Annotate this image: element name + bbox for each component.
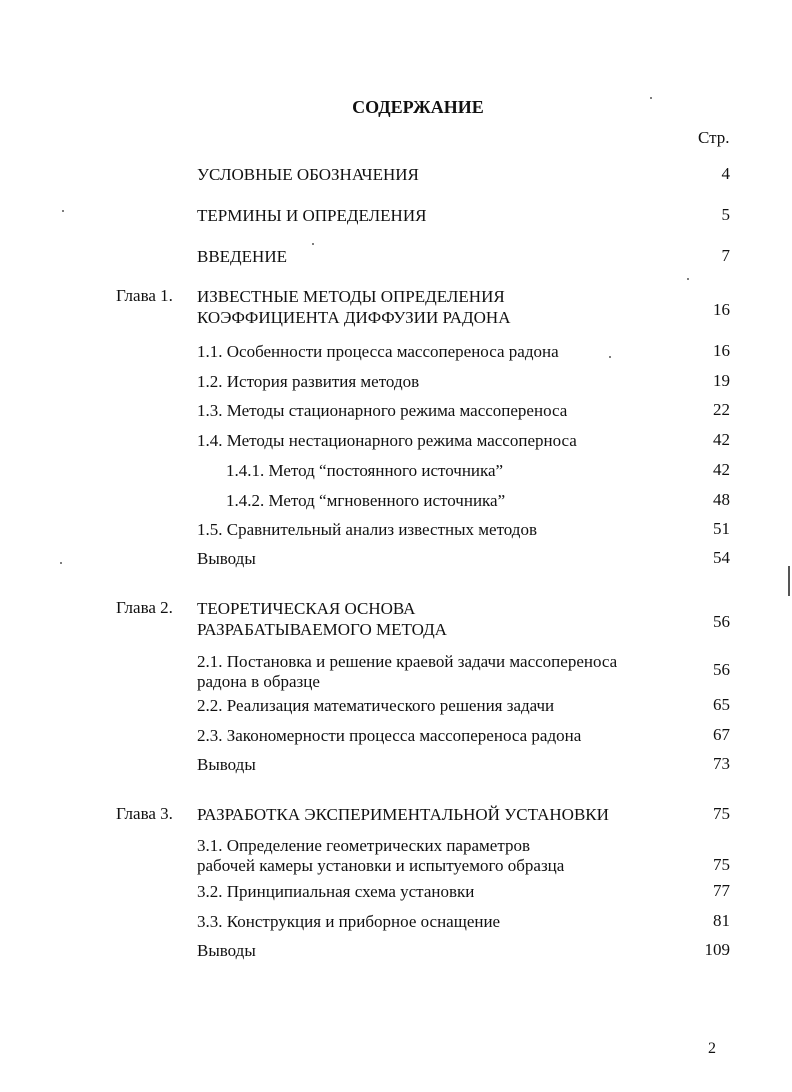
toc-page: 56 [713, 612, 730, 631]
chapter-label: Глава 3. [116, 804, 173, 823]
chapter-title-line: РАЗРАБОТКА ЭКСПЕРИМЕНТАЛЬНОЙ УСТАНОВКИ [197, 805, 609, 824]
chapter-label: Глава 1. [116, 286, 173, 305]
toc-section: 1.1. Особенности процесса массопереноса радона [197, 342, 559, 361]
toc-section: 1.4. Методы нестационарного режима массоперноса [197, 431, 577, 450]
page-number: 2 [708, 1040, 716, 1057]
toc-section: 2.2. Реализация математического решения задачи [197, 696, 555, 715]
toc-page: 81 [713, 911, 730, 930]
toc-page: 75 [713, 804, 730, 823]
toc-page: 56 [713, 660, 730, 679]
toc-subsection: 1.4.2. Метод “мгновенного источника” [226, 491, 506, 510]
toc-page: 19 [713, 371, 730, 390]
scan-speck [687, 278, 689, 280]
page-title: СОДЕРЖАНИЕ [352, 97, 484, 117]
toc-page: 5 [721, 205, 730, 224]
toc-page: 67 [713, 725, 730, 744]
chapter-title-line: РАЗРАБАТЫВАЕМОГО МЕТОДА [197, 620, 447, 639]
toc-page: 16 [713, 341, 730, 360]
scan-speck [312, 243, 314, 245]
toc-section: 1.5. Сравнительный анализ известных методов [197, 520, 537, 539]
toc-page: 65 [713, 695, 730, 714]
toc-section: Выводы [197, 549, 256, 568]
chapter-title-line: ТЕОРЕТИЧЕСКАЯ ОСНОВА [197, 599, 416, 618]
toc-page: 48 [713, 490, 730, 509]
toc-page: 4 [721, 164, 730, 183]
scan-speck [650, 97, 652, 99]
toc-section-line: 2.1. Постановка и решение краевой задачи массопереноса [197, 652, 618, 671]
toc-section: 2.3. Закономерности процесса массопереноса радона [197, 726, 582, 745]
toc-section: 3.3. Конструкция и приборное оснащение [197, 912, 501, 931]
toc-section: 1.2. История развития методов [197, 372, 420, 391]
toc-entry-notation: УСЛОВНЫЕ ОБОЗНАЧЕНИЯ [197, 165, 419, 184]
toc-section-line: радона в образце [197, 672, 320, 691]
toc-page: 73 [713, 754, 730, 773]
chapter-title-line: КОЭФФИЦИЕНТА ДИФФУЗИИ РАДОНА [197, 308, 511, 327]
chapter-title-line: ИЗВЕСТНЫЕ МЕТОДЫ ОПРЕДЕЛЕНИЯ [197, 287, 505, 306]
toc-page: 109 [704, 940, 730, 959]
toc-page: 75 [713, 855, 730, 874]
chapter-label: Глава 2. [116, 598, 173, 617]
toc-page: 7 [721, 246, 730, 265]
toc-section: Выводы [197, 755, 256, 774]
scan-speck [609, 356, 611, 358]
toc-section: 1.3. Методы стационарного режима массопереноса [197, 401, 568, 420]
toc-section-line: 3.1. Определение геометрических параметров [197, 836, 530, 855]
toc-page: 51 [713, 519, 730, 538]
toc-page: 22 [713, 400, 730, 419]
toc-subsection: 1.4.1. Метод “постоянного источника” [226, 461, 504, 480]
scan-edge-mark [788, 566, 790, 596]
toc-entry-terms: ТЕРМИНЫ И ОПРЕДЕЛЕНИЯ [197, 206, 427, 225]
toc-page: 16 [713, 300, 730, 319]
page-column-label: Стр. [698, 128, 730, 147]
scan-speck [62, 210, 64, 212]
toc-page: 77 [713, 881, 730, 900]
toc-section-line: рабочей камеры установки и испытуемого образца [197, 856, 565, 875]
toc-section: Выводы [197, 941, 256, 960]
toc-page: 42 [713, 460, 730, 479]
toc-section: 3.2. Принципиальная схема установки [197, 882, 475, 901]
toc-page: 42 [713, 430, 730, 449]
toc-page: 54 [713, 548, 730, 567]
toc-entry-introduction: ВВЕДЕНИЕ [197, 247, 287, 266]
scan-speck [60, 562, 62, 564]
